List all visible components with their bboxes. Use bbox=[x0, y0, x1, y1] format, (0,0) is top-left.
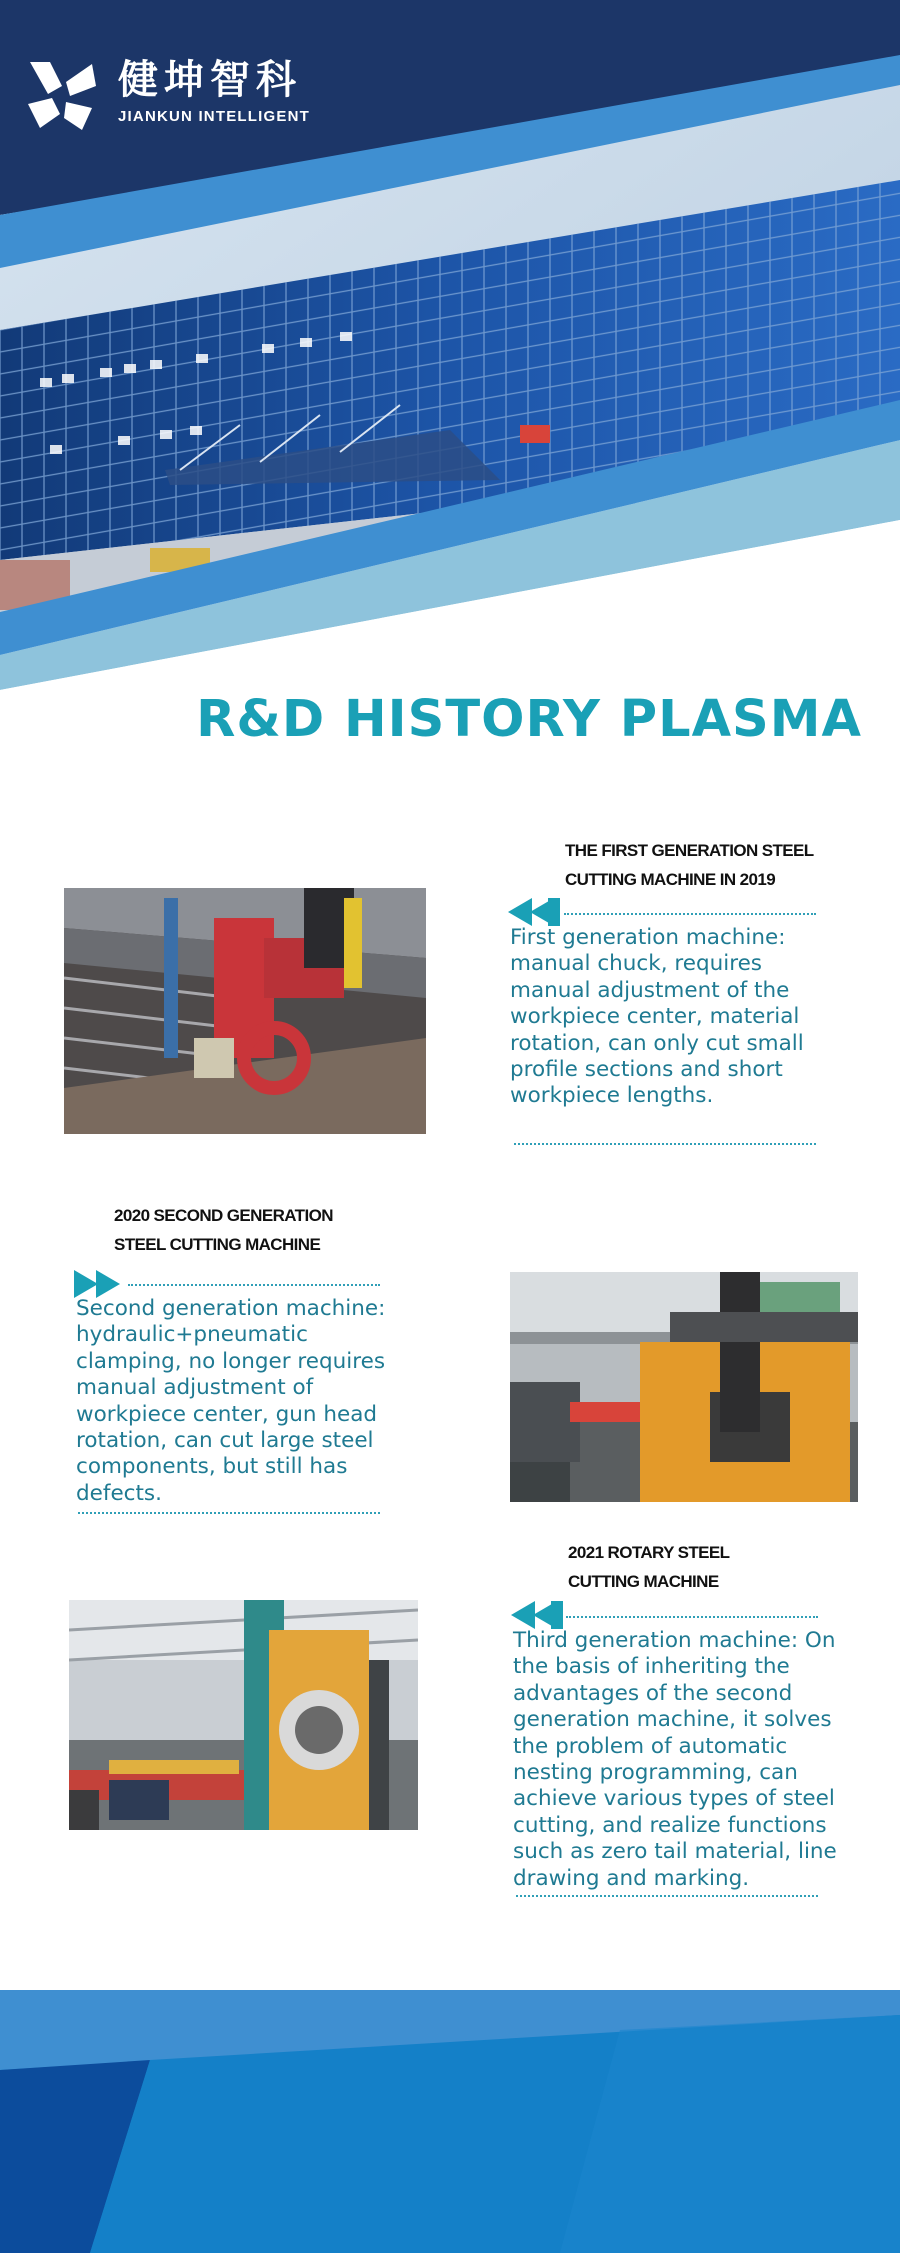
brand-name-en: JIANKUN INTELLIGENT bbox=[118, 108, 310, 125]
section-2-body: Second generation machine: hydraulic+pneumatic clamping, no longer requires manual adjustment of workpiece center, gun head rotation, can cut large steel components, but still has defects. bbox=[76, 1296, 386, 1506]
hero-banner bbox=[0, 0, 900, 700]
section-1-heading bbox=[565, 836, 814, 894]
first-generation-machine-photo bbox=[64, 888, 426, 1134]
divider bbox=[516, 1895, 818, 1897]
section-2-heading-line2: STEEL CUTTING MACHINE bbox=[114, 1235, 321, 1254]
section-2-heading bbox=[114, 1201, 333, 1259]
divider bbox=[564, 913, 816, 915]
section-3-heading-line1: 2021 ROTARY STEEL bbox=[568, 1543, 730, 1562]
section-3-heading bbox=[568, 1538, 729, 1596]
divider bbox=[566, 1616, 818, 1618]
divider bbox=[128, 1284, 380, 1286]
footer-band bbox=[0, 1990, 900, 2253]
section-2-heading-line1: 2020 SECOND GENERATION bbox=[114, 1206, 333, 1225]
arrow-left-icon bbox=[508, 898, 560, 926]
brand-name-cn: 健坤智科 bbox=[118, 57, 302, 103]
second-generation-machine-photo bbox=[510, 1272, 858, 1502]
section-1-heading-line1: THE FIRST GENERATION STEEL bbox=[565, 841, 814, 860]
third-generation-machine-photo bbox=[69, 1600, 418, 1830]
section-3-body: Third generation machine: On the basis of inheriting the advantages of the second generation machine, it solves the problem of automatic nesting programming, can achieve various types of steel cutting, and realize functions such as zero tail material, line drawing and marking. bbox=[513, 1628, 837, 1891]
divider bbox=[514, 1143, 816, 1145]
arrow-right-icon bbox=[74, 1270, 124, 1298]
divider bbox=[78, 1512, 380, 1514]
section-1-heading-line2: CUTTING MACHINE IN 2019 bbox=[565, 870, 776, 889]
section-1-body: First generation machine: manual chuck, requires manual adjustment of the workpiece center, material rotation, can only cut small profile sections and short workpiece lengths. bbox=[510, 925, 804, 1109]
page-title: R&D HISTORY PLASMA bbox=[196, 690, 862, 749]
section-3-heading-line2: CUTTING MACHINE bbox=[568, 1572, 719, 1591]
jiankun-logo-icon bbox=[22, 56, 100, 134]
arrow-left-icon bbox=[511, 1601, 563, 1629]
